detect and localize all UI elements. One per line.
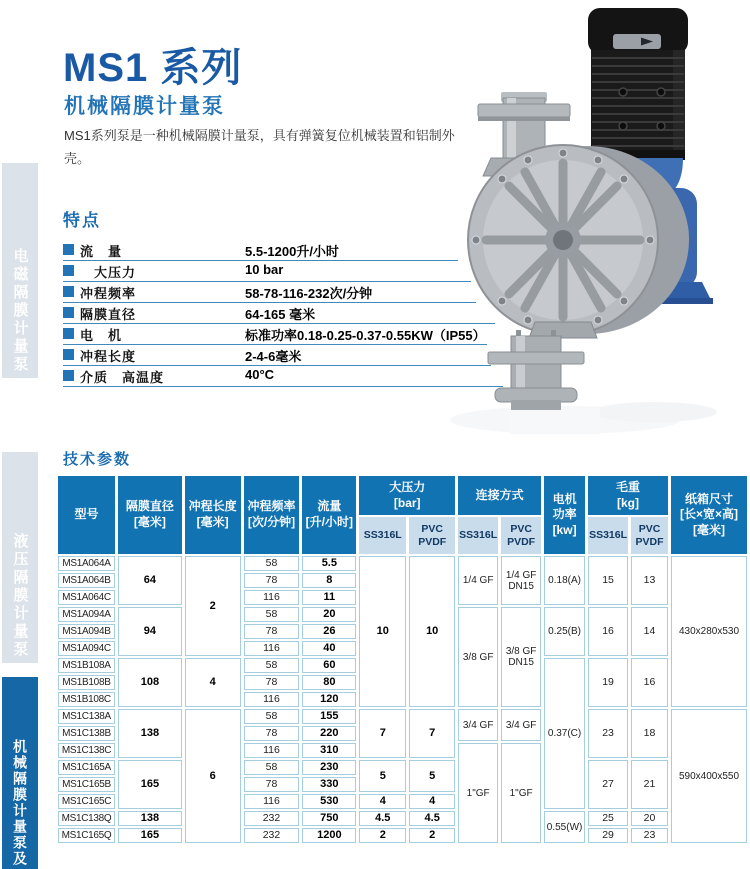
table-header-cell: 型号 bbox=[58, 476, 115, 554]
spec-cell: 2 bbox=[359, 828, 406, 843]
model-cell: MS1C165Q bbox=[58, 828, 115, 843]
spec-cell: 20 bbox=[631, 811, 668, 826]
feature-label: 流 量 bbox=[80, 244, 123, 259]
model-cell: MS1B108C bbox=[58, 692, 115, 707]
sidebar-tab-mechanical-pump-active bbox=[2, 677, 38, 869]
table-header-cell: 隔膜直径 [毫米] bbox=[118, 476, 182, 554]
model-cell: MS1C165B bbox=[58, 777, 115, 792]
table-subheader-cell: SS316L bbox=[588, 517, 628, 554]
model-cell: MS1A094B bbox=[58, 624, 115, 639]
spec-cell: 1200 bbox=[302, 828, 356, 843]
spec-cell: 0.37(C) bbox=[544, 658, 585, 809]
spec-cell: 16 bbox=[588, 607, 628, 656]
spec-cell: 58 bbox=[244, 658, 300, 673]
spec-cell: 1/4 GF bbox=[458, 556, 498, 605]
spec-cell: 4.5 bbox=[359, 811, 406, 826]
spec-cell: 64 bbox=[118, 556, 182, 605]
bullet-square-icon bbox=[63, 370, 74, 381]
feature-label: 冲程频率 bbox=[80, 286, 137, 301]
spec-cell: 590x400x550 bbox=[671, 709, 747, 843]
feature-value: 5.5-1200升/小时 bbox=[245, 244, 339, 259]
specs-heading: 技术参数 bbox=[63, 451, 132, 468]
spec-cell: 78 bbox=[244, 777, 300, 792]
spec-cell: 430x280x530 bbox=[671, 556, 747, 707]
spec-cell: 78 bbox=[244, 624, 300, 639]
sidebar-tab-label: 液压隔膜计量泵 bbox=[11, 533, 29, 659]
model-cell: MS1B108B bbox=[58, 675, 115, 690]
table-header-cell: 连接方式 bbox=[458, 476, 541, 515]
spec-cell: 3/4 GF bbox=[501, 709, 541, 741]
spec-cell: 1"GF bbox=[458, 743, 498, 843]
model-cell: MS1A064B bbox=[58, 573, 115, 588]
spec-cell: 1/4 GF DN15 bbox=[501, 556, 541, 605]
spec-cell: 3/4 GF bbox=[458, 709, 498, 741]
table-header-cell: 大压力 [bar] bbox=[359, 476, 455, 515]
spec-cell: 0.25(B) bbox=[544, 607, 585, 656]
model-cell: MS1C138B bbox=[58, 726, 115, 741]
spec-cell: 0.18(A) bbox=[544, 556, 585, 605]
spec-cell: 20 bbox=[302, 607, 356, 622]
model-cell: MS1C165C bbox=[58, 794, 115, 809]
model-cell: MS1A064A bbox=[58, 556, 115, 571]
spec-cell: 232 bbox=[244, 811, 300, 826]
spec-cell: 4.5 bbox=[409, 811, 455, 826]
table-header-cell: 冲程频率 [次/分钟] bbox=[244, 476, 300, 554]
spec-cell: 10 bbox=[359, 556, 406, 707]
spec-cell: 10 bbox=[409, 556, 455, 707]
spec-cell: 16 bbox=[631, 658, 668, 707]
spec-cell: 27 bbox=[588, 760, 628, 809]
spec-cell: 29 bbox=[588, 828, 628, 843]
table-header-cell: 冲程长度 [毫米] bbox=[185, 476, 241, 554]
product-photo bbox=[415, 0, 750, 440]
spec-cell: 11 bbox=[302, 590, 356, 605]
model-cell: MS1C165A bbox=[58, 760, 115, 775]
spec-cell: 60 bbox=[302, 658, 356, 673]
spec-cell: 40 bbox=[302, 641, 356, 656]
spec-cell: 23 bbox=[631, 828, 668, 843]
model-cell: MS1C138Q bbox=[58, 811, 115, 826]
spec-cell: 3/8 GF DN15 bbox=[501, 607, 541, 707]
spec-cell: 58 bbox=[244, 556, 300, 571]
spec-cell: 116 bbox=[244, 794, 300, 809]
spec-cell: 7 bbox=[409, 709, 455, 758]
page-subtitle: 机械隔膜计量泵 bbox=[64, 95, 225, 118]
table-header-cell: 电机 功率 [kw] bbox=[544, 476, 585, 554]
spec-cell: 5 bbox=[409, 760, 455, 792]
feature-value: 2-4-6毫米 bbox=[245, 349, 302, 364]
table-header-cell: 纸箱尺寸 [长×宽×高] [毫米] bbox=[671, 476, 747, 554]
model-cell: MS1C138C bbox=[58, 743, 115, 758]
spec-cell: 21 bbox=[631, 760, 668, 809]
spec-cell: 19 bbox=[588, 658, 628, 707]
spec-cell: 750 bbox=[302, 811, 356, 826]
feature-value: 10 bar bbox=[245, 262, 284, 277]
spec-cell: 2 bbox=[409, 828, 455, 843]
spec-cell: 4 bbox=[185, 658, 241, 707]
motor bbox=[588, 8, 688, 160]
spec-cell: 155 bbox=[302, 709, 356, 724]
spec-cell: 23 bbox=[588, 709, 628, 758]
spec-cell: 6 bbox=[185, 709, 241, 843]
feature-value: 64-165 毫米 bbox=[245, 307, 316, 322]
feature-value: 标准功率0.18-0.25-0.37-0.55KW（IP55） bbox=[245, 328, 486, 343]
sidebar-tab-label: 机械隔膜计量泵及 bbox=[12, 739, 28, 867]
features-heading: 特点 bbox=[63, 211, 101, 230]
table-header-cell: 毛重 [kg] bbox=[588, 476, 668, 515]
spec-cell: 58 bbox=[244, 607, 300, 622]
spec-cell: 78 bbox=[244, 573, 300, 588]
spec-cell: 5.5 bbox=[302, 556, 356, 571]
sidebar-tab-label: 电磁隔膜计量泵 bbox=[11, 248, 29, 374]
spec-cell: 108 bbox=[118, 658, 182, 707]
spec-cell: 7 bbox=[359, 709, 406, 758]
spec-cell: 5 bbox=[359, 760, 406, 792]
spec-cell: 58 bbox=[244, 709, 300, 724]
table-subheader-cell: SS316L bbox=[458, 517, 498, 554]
spec-cell: 230 bbox=[302, 760, 356, 775]
table-subheader-cell: PVC PVDF bbox=[631, 517, 668, 554]
table-subheader-cell: PVC PVDF bbox=[409, 517, 455, 554]
spec-cell: 138 bbox=[118, 709, 182, 758]
bottom-valve bbox=[488, 322, 597, 410]
feature-label: 隔膜直径 bbox=[80, 307, 137, 322]
spec-cell: 94 bbox=[118, 607, 182, 656]
product-description: MS1系列泵是一种机械隔膜计量泵，具有弹簧复位机械装置和铝制外壳。 bbox=[64, 128, 455, 167]
spec-cell: 1"GF bbox=[501, 743, 541, 843]
spec-cell: 330 bbox=[302, 777, 356, 792]
feature-value: 40°C bbox=[245, 367, 275, 382]
spec-cell: 116 bbox=[244, 590, 300, 605]
arrow-badge bbox=[613, 34, 661, 49]
bullet-square-icon bbox=[63, 349, 74, 360]
sidebar-tab-solenoid-pump bbox=[2, 163, 38, 378]
feature-value: 58-78-116-232次/分钟 bbox=[245, 286, 373, 301]
spec-cell: 120 bbox=[302, 692, 356, 707]
spec-cell: 310 bbox=[302, 743, 356, 758]
page-title: MS1 系列 bbox=[63, 46, 243, 90]
spec-cell: 26 bbox=[302, 624, 356, 639]
spec-cell: 78 bbox=[244, 675, 300, 690]
spec-cell: 116 bbox=[244, 743, 300, 758]
spec-cell: 165 bbox=[118, 828, 182, 843]
spec-cell: 58 bbox=[244, 760, 300, 775]
feature-label: 大压力 bbox=[80, 265, 137, 280]
sidebar-tab-hydraulic-pump bbox=[2, 452, 38, 663]
spec-cell: 4 bbox=[359, 794, 406, 809]
bullet-square-icon bbox=[63, 265, 74, 276]
spec-cell: 116 bbox=[244, 641, 300, 656]
spec-cell: 4 bbox=[409, 794, 455, 809]
spec-cell: 116 bbox=[244, 692, 300, 707]
spec-cell: 18 bbox=[631, 709, 668, 758]
spec-cell: 15 bbox=[588, 556, 628, 605]
bullet-square-icon bbox=[63, 328, 74, 339]
model-cell: MS1A094C bbox=[58, 641, 115, 656]
table-header-cell: 流量 [升/小时] bbox=[302, 476, 356, 554]
spec-cell: 220 bbox=[302, 726, 356, 741]
spec-cell: 25 bbox=[588, 811, 628, 826]
bullet-square-icon bbox=[63, 286, 74, 297]
spec-cell: 3/8 GF bbox=[458, 607, 498, 707]
spec-cell: 0.55(W) bbox=[544, 811, 585, 843]
spec-cell: 530 bbox=[302, 794, 356, 809]
feature-label: 介质 高温度 bbox=[80, 370, 165, 385]
table-subheader-cell: SS316L bbox=[359, 517, 406, 554]
spec-cell: 8 bbox=[302, 573, 356, 588]
feature-label: 冲程长度 bbox=[80, 349, 137, 364]
spec-cell: 78 bbox=[244, 726, 300, 741]
spec-cell: 165 bbox=[118, 760, 182, 809]
bullet-square-icon bbox=[63, 307, 74, 318]
bullet-square-icon bbox=[63, 244, 74, 255]
feature-label: 电 机 bbox=[80, 328, 123, 343]
spec-cell: 2 bbox=[185, 556, 241, 656]
table-subheader-cell: PVC PVDF bbox=[501, 517, 541, 554]
diaphragm-head bbox=[468, 145, 658, 335]
spec-table bbox=[55, 474, 750, 845]
spec-cell: 14 bbox=[631, 607, 668, 656]
model-cell: MS1A094A bbox=[58, 607, 115, 622]
spec-cell: 13 bbox=[631, 556, 668, 605]
spec-cell: 232 bbox=[244, 828, 300, 843]
photo-reflection bbox=[450, 402, 717, 434]
spec-cell: 138 bbox=[118, 811, 182, 826]
model-cell: MS1C138A bbox=[58, 709, 115, 724]
spec-cell: 80 bbox=[302, 675, 356, 690]
model-cell: MS1B108A bbox=[58, 658, 115, 673]
model-cell: MS1A064C bbox=[58, 590, 115, 605]
